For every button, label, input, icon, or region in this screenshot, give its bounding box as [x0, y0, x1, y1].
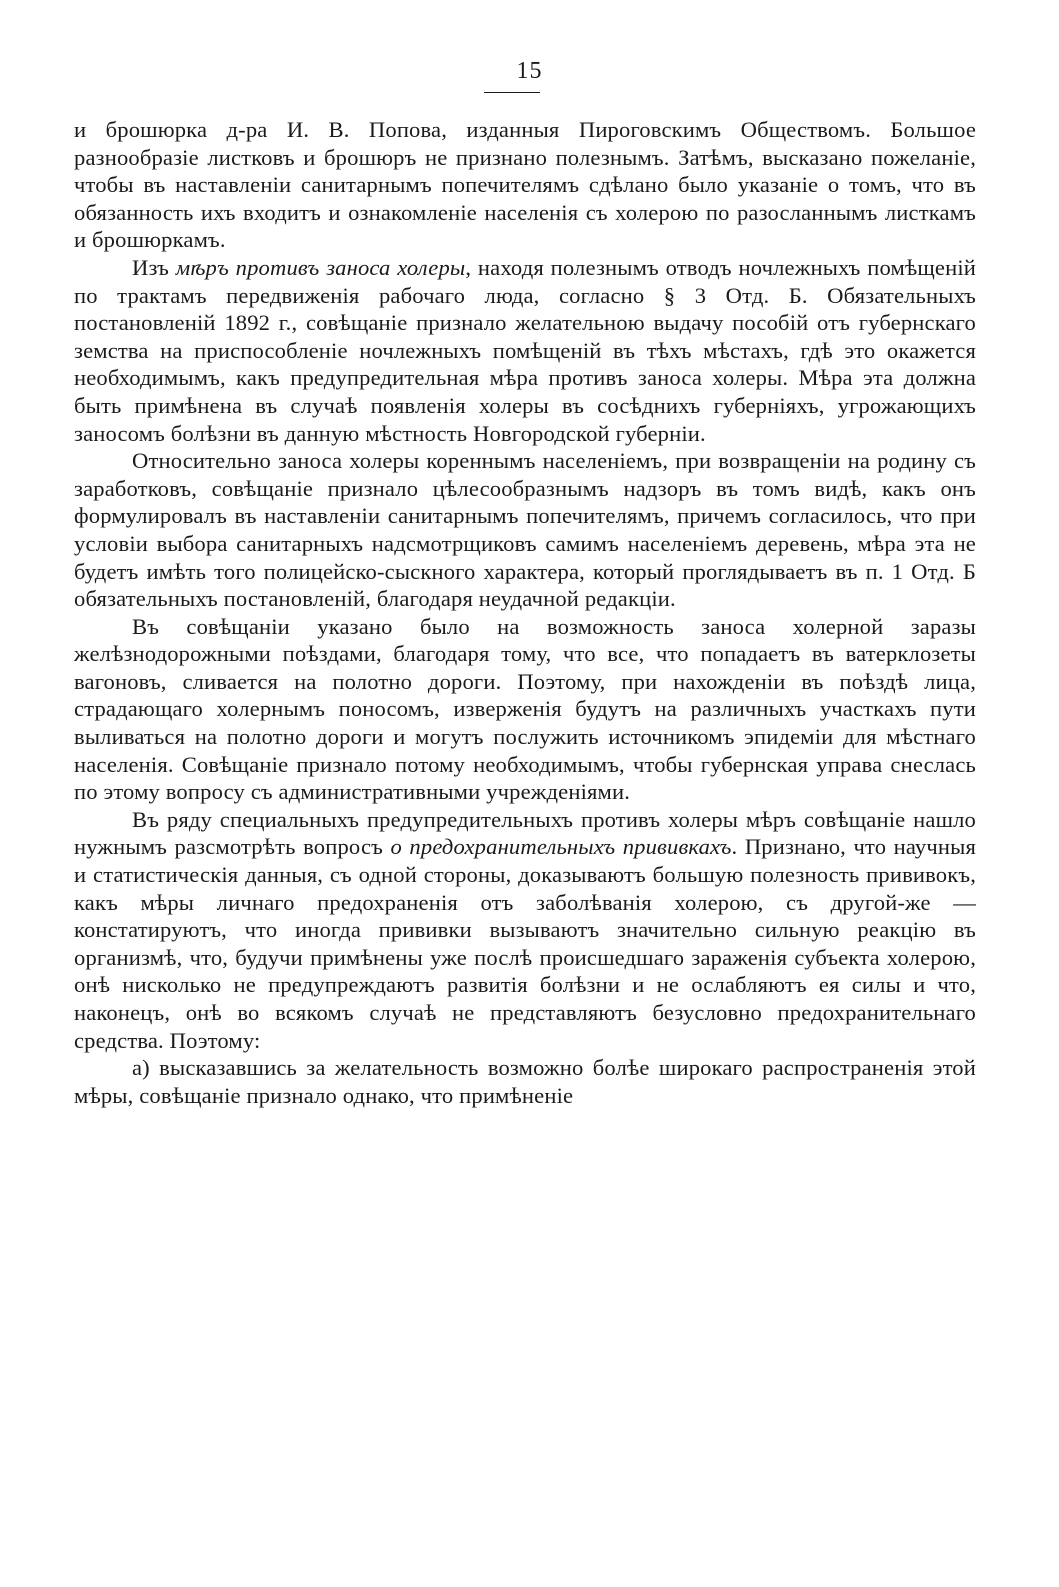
paragraph-2-emphasis: мѣръ противъ заноса холеры	[175, 254, 466, 280]
paragraph-5-emphasis: о предохранительныхъ прививкахъ	[390, 834, 732, 860]
page-number-rule	[484, 92, 540, 93]
paragraph-1-text: и брошюрка д-ра И. В. Попова, изданныя Пироговскимъ Обществомъ. Большое разнообразіе листковъ и брошюръ не признано полезнымъ. Затѣмъ, высказано пожеланіе, чтобы въ наставленіи санитарнымъ попечителямъ сдѣлано было указаніе о томъ, что въ обязанность ихъ входитъ и ознакомленіе населенія съ холерою по разосланнымъ листкамъ и брошюркамъ.	[74, 117, 976, 253]
paragraph-2	[74, 254, 976, 447]
page-number: 15	[516, 58, 543, 84]
paragraph-4-text: Въ совѣщаніи указано было на возможность заноса холерной заразы желѣзнодорожными поѣздами, благодаря тому, что все, что попадаетъ въ ватерклозеты вагоновъ, сливается на полотно дороги. Поэтому, при нахожденіи въ поѣздѣ лица, страдающаго холернымъ поносомъ, изверженія будутъ на различныхъ участкахъ пути выливаться на полотно дороги и могутъ послужить источникомъ эпидеміи для мѣстнаго населенія. Совѣщаніе признало потому необходимымъ, чтобы губернская управа снеслась по этому вопросу съ административными учрежденіями.	[74, 613, 976, 805]
paragraph-5-lead: Въ ряду специальныхъ предупредительныхъ противъ холеры мѣръ совѣщаніе нашло нужнымъ разсмотрѣть вопросъ	[74, 806, 976, 860]
paragraph-3	[74, 447, 976, 613]
paragraph-1	[74, 116, 976, 254]
body-text	[74, 116, 976, 1109]
paragraph-6	[74, 1054, 976, 1109]
paragraph-2-lead: Изъ	[132, 254, 176, 280]
paragraph-6-text: а) высказавшись за желательность возможно болѣе широкаго распространенія этой мѣры, совѣщаніе признало однако, что примѣненіе	[74, 1055, 976, 1108]
paragraph-2-text: , находя полезнымъ отводъ ночлежныхъ помѣщеній по трактамъ передвиженія рабочаго люда, согласно § 3 Отд. Б. Обязательныхъ постановленій 1892 г., совѣщаніе признало желательною выдачу пособій отъ губернскаго земства на приспособленіе ночлежныхъ помѣщеній въ тѣхъ мѣстахъ, гдѣ это окажется необходимымъ, какъ предупредительная мѣра противъ заноса холеры. Мѣра эта должна быть примѣнена въ случаѣ появленія холеры въ сосѣднихъ губерніяхъ, угрожающихъ заносомъ болѣзни въ данную мѣстность Новгородской губерніи.	[74, 254, 976, 446]
paragraph-4	[74, 613, 976, 806]
paragraph-5	[74, 806, 976, 1054]
paragraph-5-text: . Признано, что научныя и статистическія данныя, съ одной стороны, доказываютъ большую полезность прививокъ, какъ мѣры личнаго предохраненія отъ заболѣванія холерою, съ другой-же — констатируютъ, что иногда прививки вызываютъ значительно сильную реакцію въ организмѣ, что, будучи примѣнены уже послѣ происшедшаго зараженія субъекта холерою, онѣ нисколько не предупреждаютъ развитія болѣзни и не ослабляютъ ея силы и что, наконецъ, онѣ во всякомъ случаѣ не представляютъ безусловно предохранительнаго средства. Поэтому:	[74, 834, 976, 1053]
paragraph-3-text: Относительно заноса холеры кореннымъ населеніемъ, при возвращеніи на родину съ заработковъ, совѣщаніе признало цѣлесообразнымъ надзоръ въ томъ видѣ, какъ онъ формулировалъ въ наставленіи санитарнымъ попечителямъ, причемъ согласилось, что при условіи выбора санитарныхъ надсмотрщиковъ самимъ населеніемъ деревень, мѣра эта не будетъ имѣть того полицейско-сыскного характера, который проглядываетъ въ п. 1 Отд. Б обязательныхъ постановленій, благодаря неудачной редакціи.	[74, 448, 976, 612]
